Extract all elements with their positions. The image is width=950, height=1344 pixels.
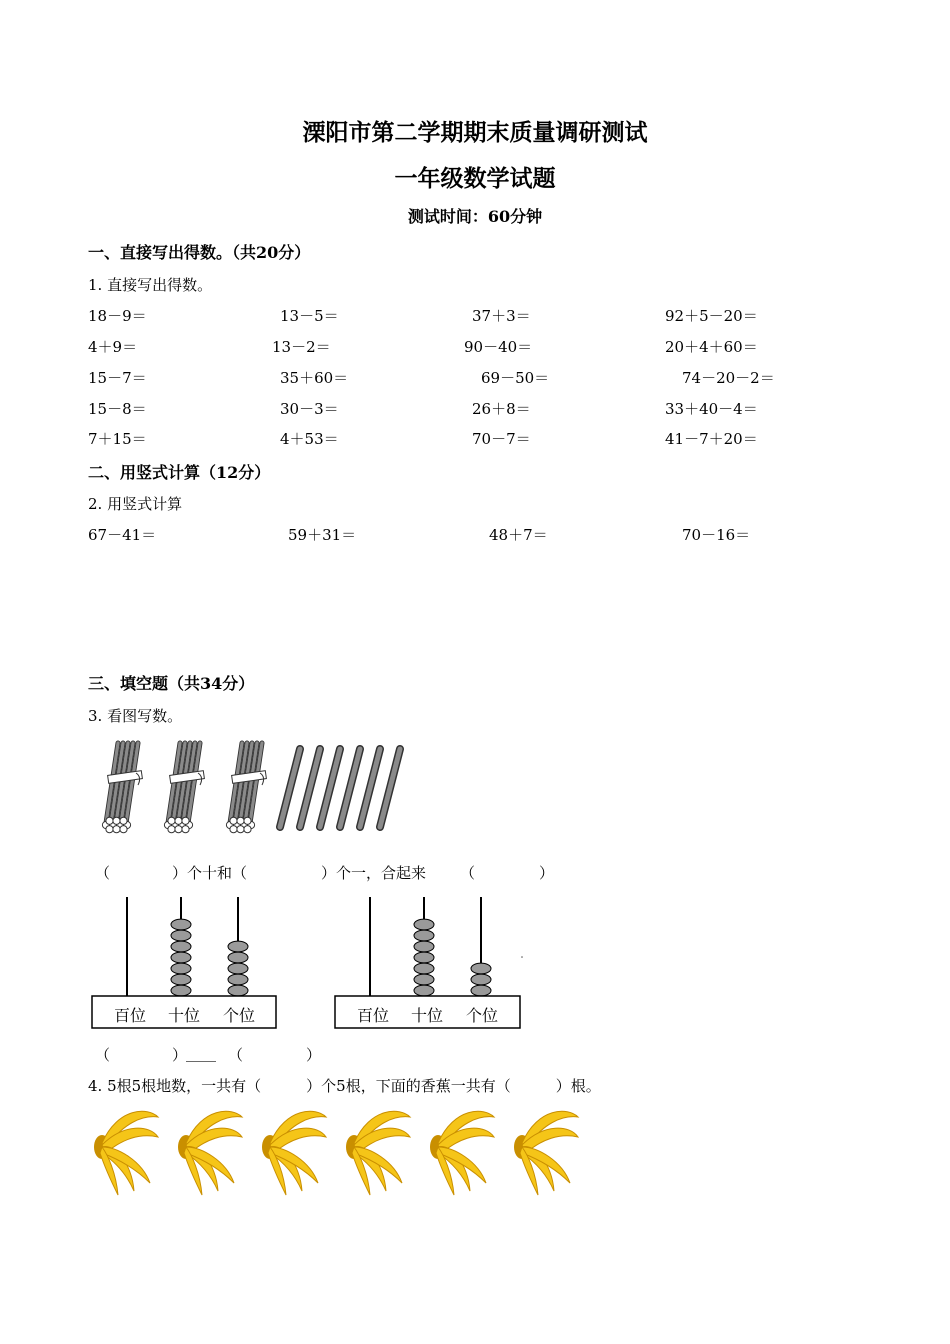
problem: 90－40＝ [464, 338, 533, 356]
problem: 4＋53＝ [280, 430, 339, 448]
compare-blank: ____ [186, 1044, 216, 1062]
question-2: 2. 用竖式计算 [88, 495, 183, 513]
abacus-bead [414, 985, 434, 996]
problem: 70－7＝ [472, 430, 531, 448]
problem: 26＋8＝ [472, 400, 531, 418]
question-3: 3. 看图写数。 [88, 707, 183, 725]
banana-bunch [346, 1111, 410, 1195]
section3-heading: 三、填空题（共34分） [88, 674, 255, 693]
label-hundreds: 百位 [357, 1006, 390, 1025]
bracket-open: （ [95, 1046, 111, 1064]
banana-bunch [514, 1111, 578, 1195]
abacus-bead [414, 952, 434, 963]
vertical-problem: 59＋31＝ [288, 526, 357, 544]
bracket-close: ） [172, 1046, 188, 1064]
abacus-bead [171, 963, 191, 974]
abacus-bead [414, 930, 434, 941]
bracket-close: ） [306, 1046, 322, 1064]
label-tens: 十位 [168, 1006, 201, 1025]
vertical-problem: 48＋7＝ [489, 526, 548, 544]
abacus-bead [171, 941, 191, 952]
abacus-bead [228, 941, 248, 952]
vertical-problem: 67－41＝ [88, 526, 157, 544]
section2-heading: 二、用竖式计算（12分） [88, 463, 271, 482]
label-ones: 个位 [466, 1006, 499, 1025]
abacus-bead [171, 974, 191, 985]
question-4: 4. 5根5根地数，一共有（ ）个5根，下面的香蕉一共有（ ）根。 [88, 1077, 601, 1095]
stick-bundle [226, 743, 266, 833]
label-hundreds: 百位 [114, 1006, 147, 1025]
problem: 37＋3＝ [472, 307, 531, 325]
problem: 15－7＝ [88, 369, 147, 387]
abacus-bead [171, 952, 191, 963]
abacus-bead [228, 963, 248, 974]
question-1: 1. 直接写出得数。 [88, 276, 213, 294]
problem: 92＋5－20＝ [665, 307, 758, 325]
problem: 20＋4＋60＝ [665, 338, 758, 356]
exam-subtitle: 一年级数学试题 [394, 165, 556, 192]
problem: 18－9＝ [88, 307, 147, 325]
vertical-problem: 70－16＝ [682, 526, 751, 544]
banana-illustration [88, 1103, 598, 1198]
single-sticks [280, 749, 400, 827]
abacus-bead [171, 930, 191, 941]
abacus-bead [171, 919, 191, 930]
bracket-close: ） [539, 864, 555, 882]
section1-heading: 一、直接写出得数。（共20分） [88, 243, 311, 262]
problem: 15－8＝ [88, 400, 147, 418]
abacus-bead [228, 974, 248, 985]
problem: 30－3＝ [280, 400, 339, 418]
stick-bundle [164, 743, 204, 833]
abacus-bead [471, 963, 491, 974]
label-ones: 个位 [223, 1006, 256, 1025]
bracket-open: （ [228, 1046, 244, 1064]
exam-time: 测试时间：60分钟 [407, 207, 543, 226]
bracket-open: （ [460, 864, 476, 882]
label-tens: 十位 [411, 1006, 444, 1025]
problem: 69－50＝ [481, 369, 550, 387]
ones-label-text: ）个一，合起来 [321, 864, 427, 882]
problem: 13－2＝ [272, 338, 331, 356]
abacus-bead [228, 985, 248, 996]
banana-bunch [262, 1111, 326, 1195]
problem: 35＋60＝ [280, 369, 349, 387]
problem: 4＋9＝ [88, 338, 138, 356]
abacus-bead [471, 974, 491, 985]
stray-dot [521, 956, 523, 958]
abacus-bead [228, 952, 248, 963]
abacus-bead [414, 941, 434, 952]
abacus-bead [414, 963, 434, 974]
problem: 13－5＝ [280, 307, 339, 325]
banana-bunch [178, 1111, 242, 1195]
abacus-bead [471, 985, 491, 996]
abacus-bead [171, 985, 191, 996]
stick-bundle [102, 743, 142, 833]
problem: 74－20－2＝ [682, 369, 775, 387]
bracket-open: （ [95, 864, 111, 882]
exam-title: 溧阳市第二学期期末质量调研测试 [302, 119, 648, 146]
tens-label-text: ）个十和（ [172, 864, 248, 882]
problem: 41－7＋20＝ [665, 430, 758, 448]
problem: 7＋15＝ [88, 430, 147, 448]
abacus-bead [414, 974, 434, 985]
abacus-bead [414, 919, 434, 930]
counting-sticks-illustration [90, 735, 420, 840]
banana-bunch [94, 1111, 158, 1195]
problem: 33＋40－4＝ [665, 400, 758, 418]
banana-bunch [430, 1111, 494, 1195]
